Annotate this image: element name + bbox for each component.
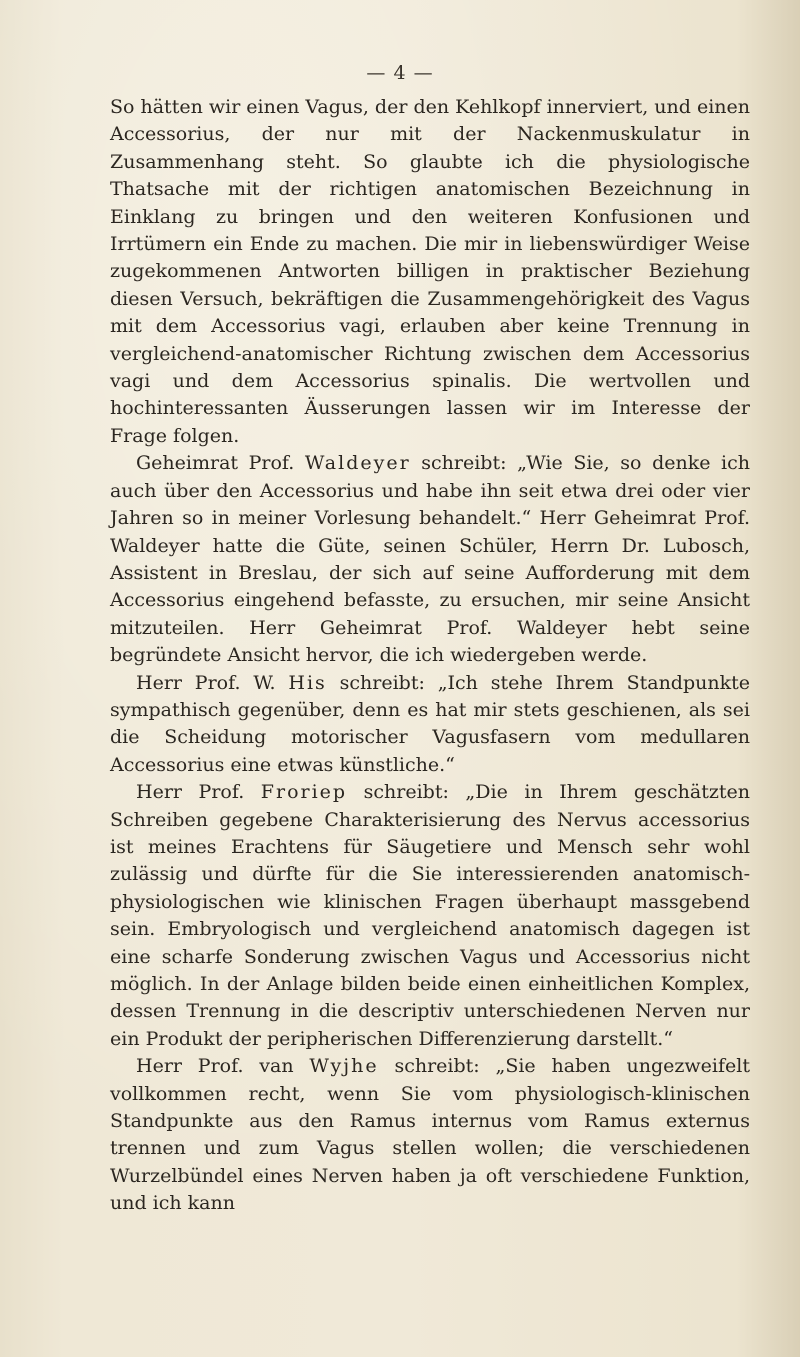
paragraph-froriep <box>110 779 750 1053</box>
author-name-waldeyer: Waldeyer <box>304 452 411 475</box>
paragraph-froriep-lead: Herr Prof. <box>136 781 261 804</box>
author-name-his: His <box>288 671 327 694</box>
paragraph-waldeyer-lead: Geheimrat Prof. <box>136 452 305 475</box>
paragraph-waldeyer-body: schreibt: „Wie Sie, so denke ich auch über den Accessorius und habe ihn seit etwa drei oder vier Jahren so in meiner Vorlesung behandelt.“ Herr Geheimrat Prof. Waldeyer hatte die Güte, seinen Schüler, Herrn Dr. Lubosch, Assistent in Breslau, der sich auf seine Aufforderung mit dem Accessorius eingehend befasste, zu ersuchen, mir seine Ansicht mitzuteilen. Herr Geheimrat Prof. Waldeyer hebt seine begründete Ansicht hervor, die ich wiedergeben werde. <box>110 452 751 667</box>
paragraph-wyjhe-lead: Herr Prof. van <box>136 1055 310 1078</box>
body-text <box>110 94 750 1218</box>
author-name-froriep: Froriep <box>260 781 348 804</box>
paragraph-his <box>110 670 750 780</box>
author-name-wyjhe: Wyjhe <box>309 1055 379 1078</box>
paragraph-intro: So hätten wir einen Vagus, der den Kehlkopf innerviert, und einen Accessorius, der nur mit der Nackenmuskulatur in Zusammenhang steht. So glaubte ich die physiologische Thatsache mit der richtigen anatomischen Bezeichnung in Einklang zu bringen und den weiteren Konfusionen und Irrtümern ein Ende zu machen. Die mir in liebenswürdiger Weise zugekommenen Antworten billigen in praktischer Beziehung diesen Versuch, bekräftigen die Zusammengehörigkeit des Vagus mit dem Accessorius vagi, erlauben aber keine Trennung in vergleichend-anatomischer Richtung zwischen dem Accessorius vagi und dem Accessorius spinalis. Die wertvollen und hochinteressanten Äusserungen lassen wir im Interesse der Frage folgen. <box>110 96 751 447</box>
paragraph-wyjhe-body: schreibt: „Sie haben ungezweifelt vollkommen recht, wenn Sie vom physiologisch-klinischen Standpunkte aus den Ramus internus vom Ramus externus trennen und zum Vagus stellen wollen; die verschiedenen Wurzelbündel eines Nerven haben ja oft verschiedene Funktion, und ich kann <box>110 1055 750 1215</box>
paragraph-his-body: schreibt: „Ich stehe Ihrem Standpunkte sympathisch gegenüber, denn es hat mir stets geschienen, als sei die Scheidung motorischer Vagusfasern vom medullaren Accessorius eine etwas künstliche.“ <box>110 671 750 776</box>
paragraph-his-lead: Herr Prof. W. <box>136 671 289 694</box>
page-number: — 4 — <box>366 62 434 84</box>
paragraph-wyjhe <box>110 1053 750 1217</box>
paragraph-froriep-body: schreibt: „Die in Ihrem geschätzten Schreiben gegebene Charakterisierung des Nervus accessorius ist meines Erachtens für Säugetiere und Mensch sehr wohl zulässig und dürfte für die Sie interessierenden anatomisch-physiologischen wie klinischen Fragen überhaupt massgebend sein. Embryologisch und vergleichend anatomisch dagegen ist eine scharfe Sonderung zwischen Vagus und Accessorius nicht möglich. In der Anlage bilden beide einen einheitlichen Komplex, dessen Trennung in die descriptiv unterschiedenen Nerven nur ein Produkt der peripherischen Differenzierung darstellt.“ <box>110 781 750 1050</box>
paragraph-waldeyer <box>110 450 750 669</box>
